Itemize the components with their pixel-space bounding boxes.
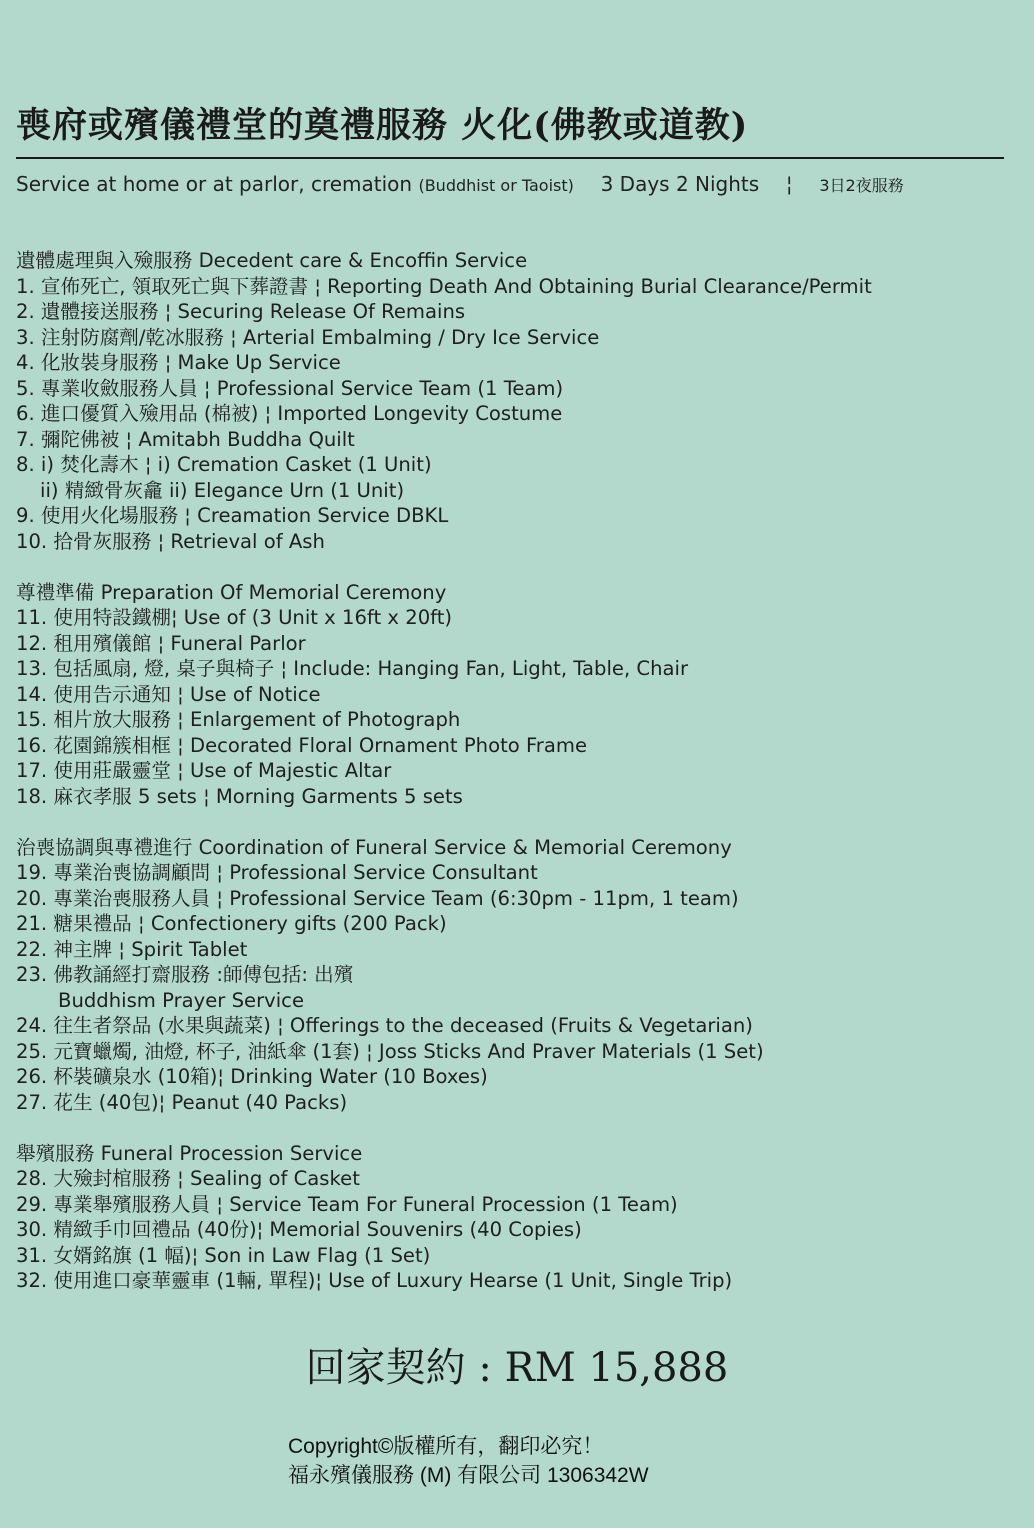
list-item: 27. 花生 (40包)¦ Peanut (40 Packs): [16, 1090, 348, 1114]
section-heading: 遺體處理與入殮服務 Decedent care & Encoffin Service: [16, 249, 528, 272]
subtitle-religion: (Buddhist or Taoist): [418, 176, 574, 195]
list-item: 8. i) 焚化壽木 ¦ i) Cremation Casket (1 Unit): [16, 453, 432, 476]
list-item: ii) 精緻骨灰龕 ii) Elegance Urn (1 Unit): [40, 478, 405, 502]
section-heading: 尊禮準備 Preparation Of Memorial Ceremony: [16, 580, 447, 604]
subtitle: [16, 172, 1026, 196]
package-price: 回家契約 : RM 15,888: [305, 1345, 729, 1391]
list-item: 2. 遺體接送服務 ¦ Securing Release Of Remains: [16, 300, 466, 323]
list-item: 16. 花園錦簇相框 ¦ Decorated Floral Ornament Photo Frame: [16, 733, 588, 757]
list-item: 24. 往生者祭品 (水果與蔬菜) ¦ Offerings to the deceased (Fruits & Vegetarian): [16, 1014, 753, 1037]
list-item: 29. 專業舉殯服務人員 ¦ Service Team For Funeral Procession (1 Team): [16, 1192, 678, 1216]
copyright-line: Copyright©版權所有，翻印必究！: [288, 1435, 604, 1458]
list-item: 30. 精緻手巾回禮品 (40份)¦ Memorial Souvenirs (40 Copies): [16, 1218, 582, 1241]
list-item: 32. 使用進口豪華靈車 (1輛, 單程)¦ Use of Luxury Hearse (1 Unit, Single Trip): [16, 1269, 733, 1292]
list-item: 20. 專業治喪服務人員 ¦ Professional Service Team (6:30pm - 11pm, 1 team): [16, 886, 739, 910]
list-item: 10. 拾骨灰服務 ¦ Retrieval of Ash: [16, 529, 325, 553]
company-name: 福永殯儀服務 (M) 有限公司 1306342W: [288, 1464, 649, 1487]
list-item: 19. 專業治喪協調顧問 ¦ Professional Service Consultant: [16, 861, 538, 884]
subtitle-duration: 3 Days 2 Nights: [600, 172, 760, 196]
subtitle-main: Service at home or at parlor, cremation: [16, 172, 413, 196]
subtitle-duration-cn: 3日2夜服務: [819, 176, 904, 195]
list-item: 18. 麻衣孝服 5 sets ¦ Morning Garments 5 sets: [16, 784, 463, 808]
list-item: 13. 包括風扇, 燈, 桌子與椅子 ¦ Include: Hanging Fan, Light, Table, Chair: [16, 657, 689, 680]
list-item: 5. 專業收斂服務人員 ¦ Professional Service Team (1 Team): [16, 376, 564, 400]
list-item: 23. 佛教誦經打齋服務 :師傅包括: 出殯: [16, 963, 354, 986]
list-item: 4. 化妝裝身服務 ¦ Make Up Service: [16, 351, 341, 374]
list-item: 22. 神主牌 ¦ Spirit Tablet: [16, 937, 248, 961]
section-heading: 治喪協調與專禮進行 Coordination of Funeral Service & Memorial Ceremony: [16, 835, 732, 859]
list-item: 6. 進口優質入殮用品 (棉被) ¦ Imported Longevity Costume: [16, 402, 563, 425]
list-item: Buddhism Prayer Service: [58, 988, 305, 1012]
list-item: 17. 使用莊嚴靈堂 ¦ Use of Majestic Altar: [16, 759, 392, 782]
list-item: 15. 相片放大服務 ¦ Enlargement of Photograph: [16, 708, 461, 731]
list-item: 3. 注射防腐劑/乾冰服務 ¦ Arterial Embalming / Dry Ice Service: [16, 325, 600, 349]
copyright-notice: [288, 1432, 888, 1490]
list-item: 25. 元寶蠟燭, 油燈, 杯子, 油紙傘 (1套) ¦ Joss Sticks And Praver Materials (1 Set): [16, 1039, 764, 1063]
title-divider: [16, 157, 1004, 159]
list-item: 9. 使用火化場服務 ¦ Creamation Service DBKL: [16, 504, 449, 527]
list-item: 7. 彌陀佛被 ¦ Amitabh Buddha Quilt: [16, 427, 355, 451]
subtitle-separator: ¦: [785, 172, 793, 196]
list-item: 1. 宣佈死亡, 領取死亡與下葬證書 ¦ Reporting Death And Obtaining Burial Clearance/Permit: [16, 274, 872, 298]
list-item: 28. 大殮封棺服務 ¦ Sealing of Casket: [16, 1167, 360, 1190]
service-list: [16, 248, 1016, 1294]
list-item: 11. 使用特設鐵棚¦ Use of (3 Unit x 16ft x 20ft): [16, 606, 453, 629]
list-item: 21. 糖果禮品 ¦ Confectionery gifts (200 Pack): [16, 912, 447, 935]
list-item: 26. 杯裝礦泉水 (10箱)¦ Drinking Water (10 Boxes): [16, 1065, 488, 1088]
list-item: 12. 租用殯儀館 ¦ Funeral Parlor: [16, 631, 306, 655]
list-item: 31. 女婿銘旗 (1 幅)¦ Son in Law Flag (1 Set): [16, 1243, 431, 1267]
list-item: 14. 使用告示通知 ¦ Use of Notice: [16, 682, 321, 706]
page-title: 喪府或殯儀禮堂的奠禮服務 火化(佛教或道教): [16, 105, 749, 146]
section-heading: 舉殯服務 Funeral Procession Service: [16, 1141, 363, 1165]
